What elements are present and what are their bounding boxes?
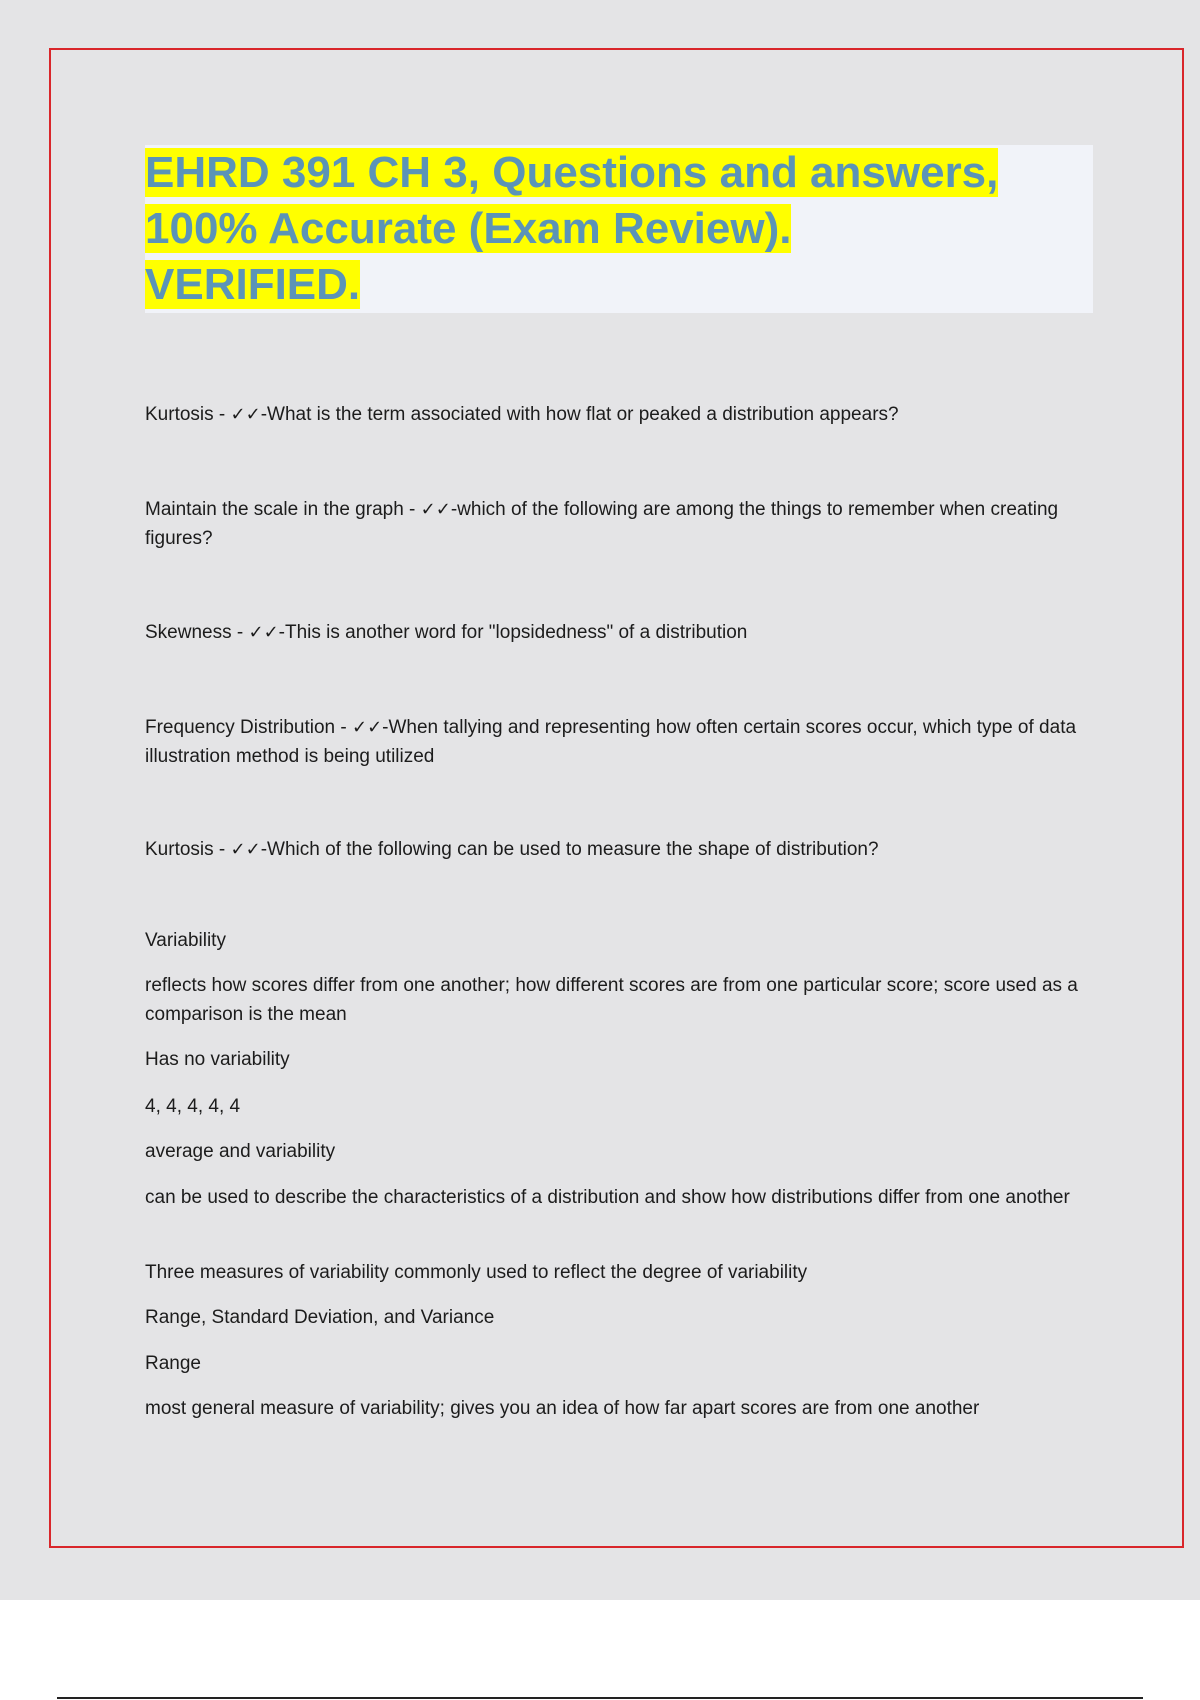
term-line: Has no variability <box>145 1049 290 1070</box>
qa-item <box>145 618 1095 647</box>
qa-item <box>145 495 1095 553</box>
next-page-area <box>0 1600 1200 1700</box>
qa-separator: - <box>213 404 231 425</box>
title-block <box>145 145 1093 313</box>
term-line: Variability <box>145 930 226 951</box>
term-line: Range, Standard Deviation, and Variance <box>145 1307 495 1328</box>
qa-separator: - <box>231 622 249 643</box>
qa-question: -Which of the following can be used to measure the shape of distribution? <box>260 839 879 860</box>
check-icon: ✓✓ <box>420 499 451 520</box>
title-line-1: EHRD 391 CH 3, Questions and answers, <box>145 148 999 197</box>
qa-answer: Maintain the scale in the graph <box>145 499 404 520</box>
qa-item <box>145 713 1095 771</box>
qa-item <box>145 835 1095 864</box>
term-line: reflects how scores differ from one another; how different scores are from one particular score; score used as a comparison is the mean <box>145 975 1078 1025</box>
title-line-3: VERIFIED. <box>145 260 361 309</box>
qa-answer: Kurtosis <box>145 839 214 860</box>
check-icon: ✓✓ <box>351 717 383 738</box>
qa-question: -What is the term associated with how flat or peaked a distribution appears? <box>260 404 899 425</box>
term-line: Range <box>145 1353 201 1374</box>
qa-separator: - <box>213 839 231 860</box>
term-line: Three measures of variability commonly used to reflect the degree of variability <box>145 1262 808 1283</box>
qa-separator: - <box>335 717 352 738</box>
check-icon: ✓✓ <box>230 404 261 425</box>
qa-answer: Frequency Distribution <box>145 717 336 738</box>
title-line-2: 100% Accurate (Exam Review). <box>145 204 792 253</box>
check-icon: ✓✓ <box>230 839 261 860</box>
qa-separator: - <box>403 499 421 520</box>
qa-answer: Kurtosis <box>145 404 214 425</box>
qa-question: -This is another word for "lopsidedness" of a distribution <box>278 622 748 643</box>
document-title <box>145 145 1093 313</box>
term-line: 4, 4, 4, 4, 4 <box>145 1096 241 1117</box>
term-line: average and variability <box>145 1141 336 1162</box>
term-line: most general measure of variability; gives you an idea of how far apart scores are from one another <box>145 1398 980 1419</box>
check-icon: ✓✓ <box>248 622 279 643</box>
qa-question: -When tallying and representing how often certain scores occur, which type of data illustration method is being utilized <box>145 717 1077 767</box>
qa-item <box>145 400 1095 429</box>
page-divider <box>57 1697 1143 1699</box>
qa-question: -which of the following are among the things to remember when creating figures? <box>145 499 1059 549</box>
qa-answer: Skewness <box>145 622 232 643</box>
term-line: can be used to describe the characteristics of a distribution and show how distributions differ from one another <box>145 1187 1070 1208</box>
